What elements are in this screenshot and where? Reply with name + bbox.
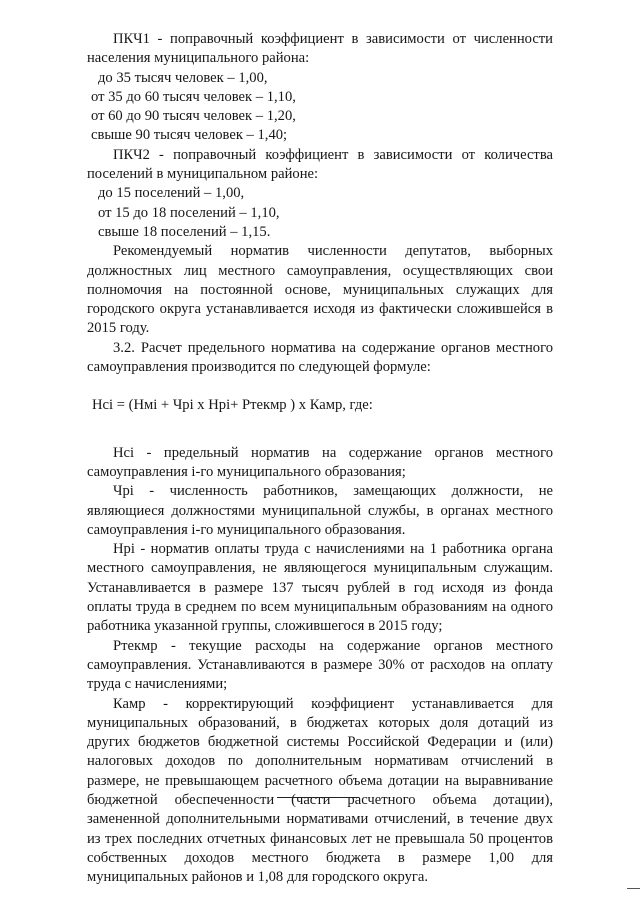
paragraph: Нрi - норматив оплаты труда с начислениями на 1 работника органа местного самоуправления, не являющегося муниципальным служащим. Устанавливается в размере 137 тысяч рублей в год исходя из фонда оплаты труда в среднем по всем муниципальным образованиям на одного работника указанной группы, сложившегося в 2015 году; [87, 541, 553, 635]
spacer [87, 377, 553, 396]
paragraph: до 15 поселений – 1,00, [98, 185, 245, 202]
paragraph: свыше 18 поселений – 1,15. [98, 223, 271, 240]
paragraph: до 35 тысяч человек – 1,00, [98, 69, 268, 86]
paragraph: Нсi - предельный норматив на содержание органов местного самоуправления i-го муниципального образования; [87, 444, 553, 480]
paragraph: Камр - корректирующий коэффициент устанавливается для муниципальных образований, в бюджетах которых доля дотаций из других бюджетов бюджетной системы Российской Федерации и (или) налоговых доходов по дополнительным нормативам отчислений в размере, не превышающем расчетного объема дотации на выравнивание бюджетной обеспеченности (части расчетного объема дотации), замененной дополнительными нормативами отчислений, в течение двух из трех последних отчетных финансовых лет не превышала 50 процентов собственных доходов местного бюджета в размере 1,00 для муниципальных районов и 1,08 для городского округа. [87, 695, 553, 886]
paragraph: от 60 до 90 тысяч человек – 1,20, [91, 108, 296, 125]
paragraph: от 15 до 18 поселений – 1,10, [98, 204, 280, 221]
paragraph: Ртекмр - текущие расходы на содержание органов местного самоуправления. Устанавливаются в размере 30% от расходов на оплату труда с начислениями; [87, 637, 553, 693]
paragraph: Чрi - численность работников, замещающих должности, не являющиеся должностями муниципальной службы, в органах местного самоуправления i-го муниципального образования. [87, 483, 553, 538]
page-edge-mark [627, 888, 640, 889]
paragraph: свыше 90 тысяч человек – 1,40; [91, 127, 288, 144]
spacer [87, 416, 553, 444]
paragraph: от 35 до 60 тысяч человек – 1,10, [91, 88, 296, 105]
paragraph: ПКЧ1 - поправочный коэффициент в зависимости от численности населения муниципального района: [87, 31, 553, 67]
formula-line: Нсi = (Нмi + Чрi х Нрi+ Ртекмр ) х Камр, где: [92, 397, 373, 414]
paragraph: Рекомендуемый норматив численности депутатов, выборных должностных лиц местного самоуправления, осуществляющих свои полномочия на постоянной основе, муниципальных служащих для городского округа устанавливается исходя из фактически сложившейся в 2015 году. [87, 243, 553, 337]
end-separator-line [277, 797, 359, 798]
document-body [87, 30, 553, 887]
paragraph: 3.2. Расчет предельного норматива на содержание органов местного самоуправления производится по следующей формуле: [87, 339, 553, 376]
paragraph: ПКЧ2 - поправочный коэффициент в зависимости от количества поселений в муниципальном районе: [87, 146, 553, 183]
